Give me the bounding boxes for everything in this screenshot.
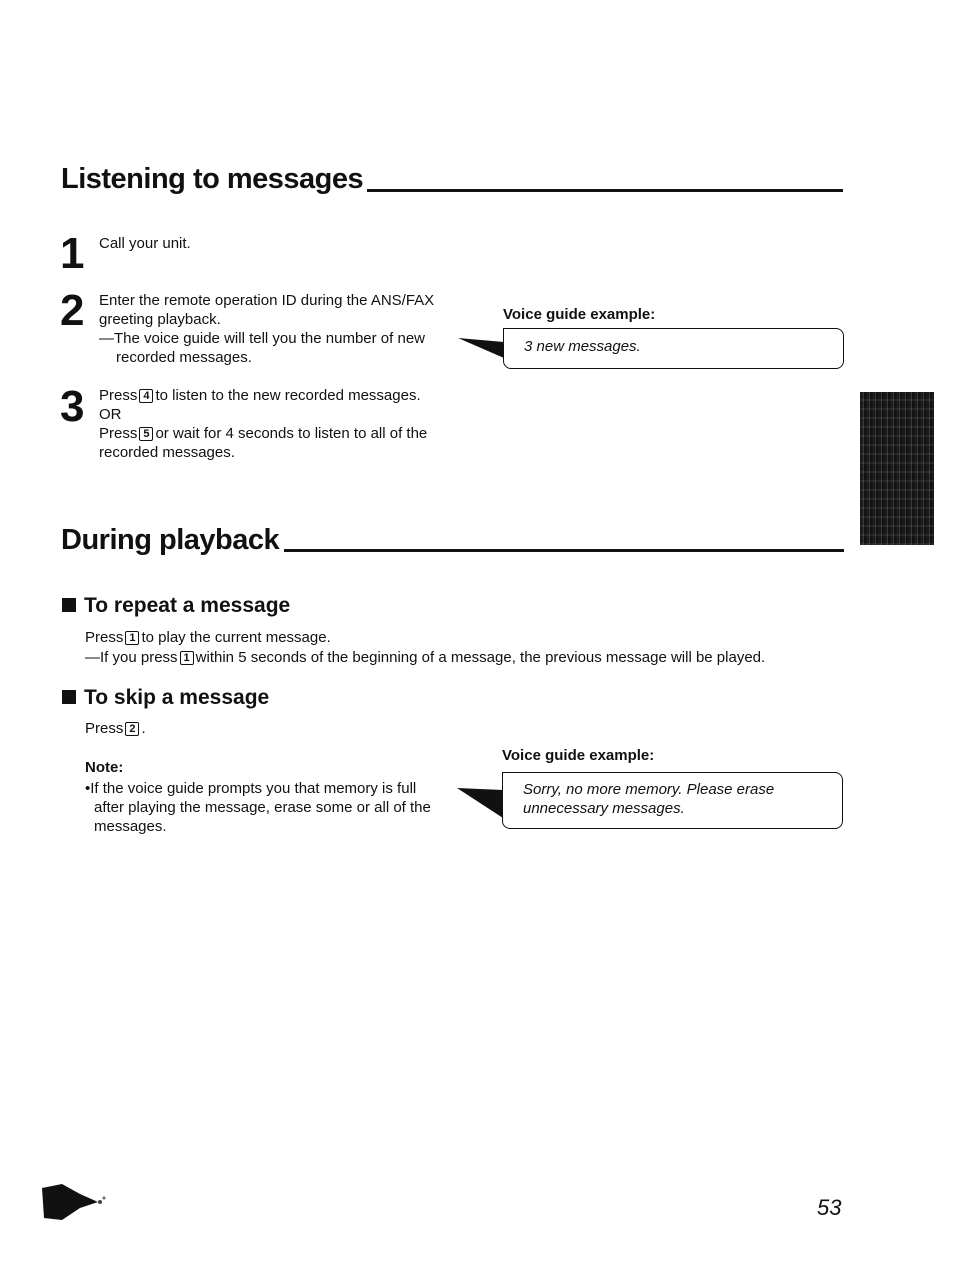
speech-pointer-icon [457, 786, 505, 822]
note-text [85, 779, 465, 836]
skip-text: Press 2 . [85, 720, 146, 737]
section-title-playback: During playback [61, 524, 280, 556]
step-number-3: 3 [60, 382, 85, 431]
thumb-index-tab [860, 392, 934, 545]
voice-guide-text: 3 new messages. [524, 338, 641, 355]
key-5: 5 [139, 427, 153, 441]
page-number: 53 [817, 1195, 842, 1220]
arrow-marker-icon [40, 1180, 110, 1226]
repeat-text [85, 628, 845, 667]
subheading-skip: To skip a message [62, 686, 269, 710]
note-line: messages. [94, 818, 167, 835]
key-1: 1 [180, 651, 194, 665]
key-1: 1 [125, 631, 139, 645]
section-title-listening: Listening to messages [61, 163, 364, 195]
step-1-text: Call your unit. [99, 235, 191, 252]
square-bullet-icon [62, 690, 76, 704]
speech-pointer-icon [458, 336, 506, 362]
step-3-text [99, 386, 499, 462]
voice-guide-text: Sorry, no more memory. Please erase [523, 781, 775, 798]
step-2-line: Enter the remote operation ID during the ANS/FAX [99, 292, 435, 309]
voice-guide-label: Voice guide example: [503, 306, 656, 323]
voice-guide-label: Voice guide example: [502, 747, 655, 764]
step-3-line: recorded messages. [99, 444, 235, 461]
step-2-text [99, 291, 479, 367]
title-rule [367, 189, 843, 192]
step-3-line: OR [99, 406, 122, 423]
note-line: after playing the message, erase some or all of the [94, 799, 431, 816]
note-line: •If the voice guide prompts you that memory is full [85, 780, 417, 797]
repeat-line: —If you press 1 within 5 seconds of the beginning of a message, the previous message will be played. [85, 649, 766, 666]
step-2-line: recorded messages. [116, 349, 252, 366]
step-2-line: —The voice guide will tell you the number of new [99, 330, 426, 347]
title-rule [284, 549, 844, 552]
voice-guide-box [503, 328, 844, 369]
key-4: 4 [139, 389, 153, 403]
step-number-2: 2 [60, 286, 85, 335]
key-2: 2 [125, 722, 139, 736]
step-3-line: Press 5 or wait for 4 seconds to listen to all of the [99, 425, 428, 442]
repeat-line: Press 1 to play the current message. [85, 629, 331, 646]
square-bullet-icon [62, 598, 76, 612]
step-3-line: Press 4 to listen to the new recorded messages. [99, 387, 421, 404]
note-label: Note: [85, 759, 124, 776]
subheading-repeat: To repeat a message [62, 594, 290, 618]
voice-guide-box [502, 772, 843, 829]
voice-guide-text: unnecessary messages. [523, 800, 685, 817]
step-2-line: greeting playback. [99, 311, 221, 328]
step-number-1: 1 [60, 229, 85, 278]
